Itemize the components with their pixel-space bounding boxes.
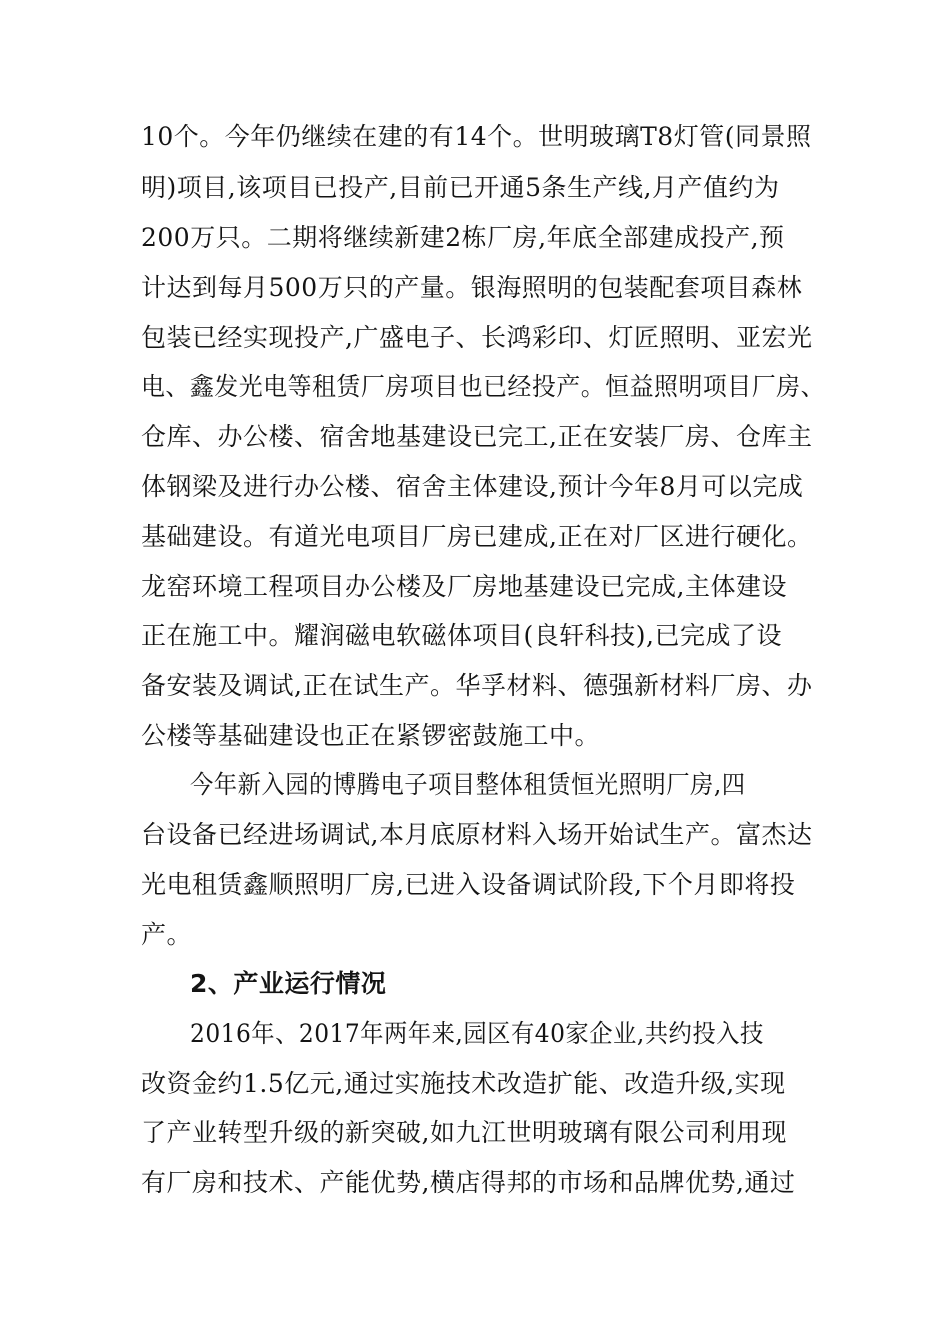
paragraph-3-line: 改资金约1.5亿元,通过实施技术改造扩能、改造升级,实现 xyxy=(141,1069,786,1098)
paragraph-2-line: 今年新入园的博腾电子项目整体租赁恒光照明厂房,四 xyxy=(190,770,746,799)
paragraph-2-line: 产。 xyxy=(141,920,193,949)
paragraph-1-line: 公楼等基础建设也正在紧锣密鼓施工中。 xyxy=(141,721,601,750)
section-heading: 2、产业运行情况 xyxy=(190,969,387,998)
paragraph-3-line: 有厂房和技术、产能优势,横店得邦的市场和品牌优势,通过 xyxy=(141,1168,796,1197)
paragraph-1-line: 电、鑫发光电等租赁厂房项目也已经投产。恒益照明项目厂房、 xyxy=(141,372,826,401)
paragraph-3-line: 了产业转型升级的新突破,如九江世明玻璃有限公司利用现 xyxy=(141,1118,787,1147)
paragraph-1-line: 体钢梁及进行办公楼、宿舍主体建设,预计今年8月可以完成 xyxy=(141,472,804,501)
paragraph-1-line: 正在施工中。耀润磁电软磁体项目(良轩科技),已完成了设 xyxy=(141,621,782,650)
paragraph-1-line: 200万只。二期将继续新建2栋厂房,年底全部建成投产,预 xyxy=(141,223,785,252)
paragraph-1-line: 龙窑环境工程项目办公楼及厂房地基建设已完成,主体建设 xyxy=(141,572,787,601)
paragraph-3-line: 2016年、2017年两年来,园区有40家企业,共约投入技 xyxy=(190,1019,764,1048)
paragraph-2-line: 光电租赁鑫顺照明厂房,已进入设备调试阶段,下个月即将投 xyxy=(141,870,796,899)
paragraph-1-line: 仓库、办公楼、宿舍地基建设已完工,正在安装厂房、仓库主 xyxy=(141,422,813,451)
paragraph-1-line: 备安装及调试,正在试生产。华孚材料、德强新材料厂房、办 xyxy=(141,671,813,700)
paragraph-1-line: 计达到每月500万只的产量。银海照明的包装配套项目森林 xyxy=(141,273,803,302)
paragraph-1-line: 明)项目,该项目已投产,目前已开通5条生产线,月产值约为 xyxy=(141,173,780,202)
paragraph-1-line: 10个。今年仍继续在建的有14个。世明玻璃T8灯管(同景照 xyxy=(141,122,812,151)
paragraph-1-line: 包装已经实现投产,广盛电子、长鸿彩印、灯匠照明、亚宏光 xyxy=(141,323,813,352)
paragraph-2-line: 台设备已经进场调试,本月底原材料入场开始试生产。富杰达 xyxy=(141,820,813,849)
paragraph-1-line: 基础建设。有道光电项目厂房已建成,正在对厂区进行硬化。 xyxy=(141,522,813,551)
